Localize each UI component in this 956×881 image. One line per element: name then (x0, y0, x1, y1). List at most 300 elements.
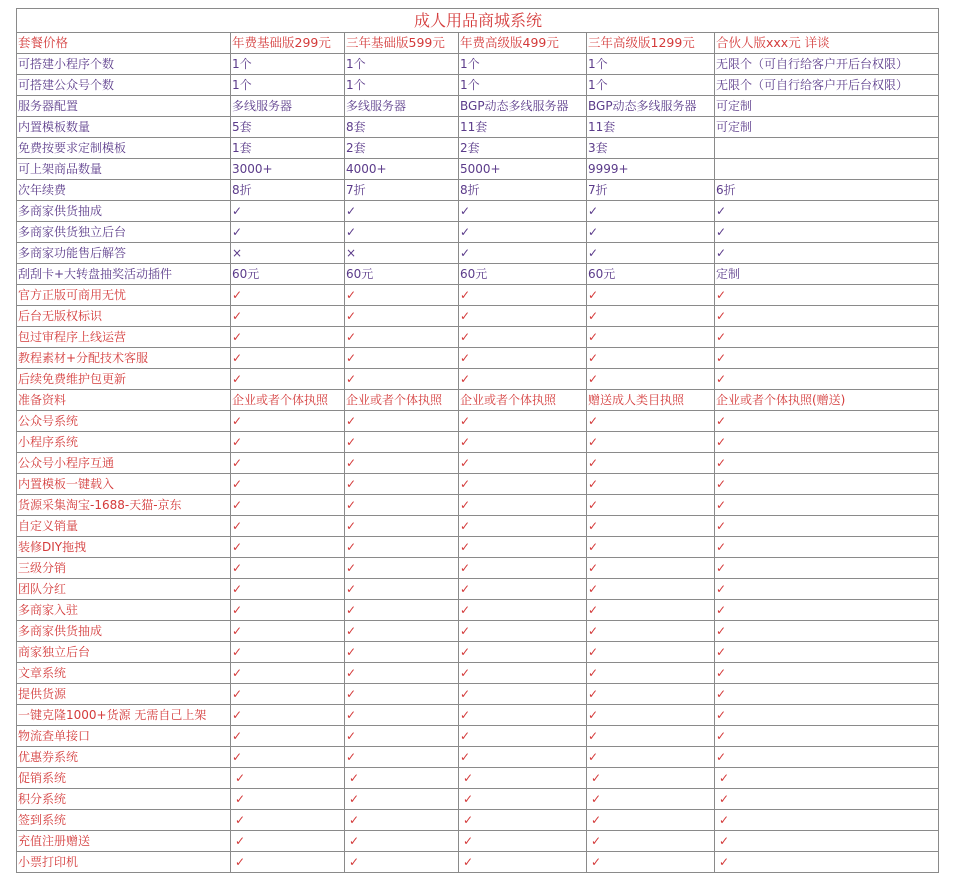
check-mark-cell (459, 348, 587, 369)
check-mark-cell (587, 411, 715, 432)
table-row (17, 621, 939, 642)
table-row (17, 306, 939, 327)
check-mark-cell (715, 348, 939, 369)
feature-label: 物流查单接口 (17, 726, 231, 747)
check-mark-cell (345, 495, 459, 516)
plan-value-cell: 5000+ (459, 159, 587, 180)
check-icon: ✓ (346, 414, 357, 428)
table-row (17, 663, 939, 684)
feature-label: 后续免费维护包更新 (17, 369, 231, 390)
plan-value-cell: 企业或者个体执照(赠送) (715, 390, 939, 411)
feature-label: 公众号系统 (17, 411, 231, 432)
check-icon: ✓ (349, 771, 360, 785)
check-mark-cell (587, 831, 715, 852)
check-icon: ✓ (588, 519, 599, 533)
check-mark-cell (231, 621, 345, 642)
check-icon: ✓ (716, 750, 727, 764)
check-icon: ✓ (346, 519, 357, 533)
check-icon: ✓ (460, 708, 471, 722)
check-icon: ✓ (460, 477, 471, 491)
check-mark-cell (587, 474, 715, 495)
check-mark-cell (231, 348, 345, 369)
check-mark-cell (345, 201, 459, 222)
check-icon: ✓ (346, 288, 357, 302)
table-row (17, 75, 939, 96)
check-mark-cell (231, 600, 345, 621)
feature-label: 后台无版权标识 (17, 306, 231, 327)
check-icon: ✓ (346, 309, 357, 323)
check-icon: ✓ (716, 708, 727, 722)
feature-label: 货源采集淘宝-1688-天猫-京东 (17, 495, 231, 516)
feature-label: 自定义销量 (17, 516, 231, 537)
check-mark-cell (587, 663, 715, 684)
check-mark-cell (587, 621, 715, 642)
check-mark-cell (231, 558, 345, 579)
check-icon: ✓ (232, 204, 243, 218)
check-mark-cell (459, 621, 587, 642)
table-row (17, 495, 939, 516)
check-icon: ✓ (232, 603, 243, 617)
check-mark-cell (345, 600, 459, 621)
table-row (17, 789, 939, 810)
table-row (17, 138, 939, 159)
feature-label: 服务器配置 (17, 96, 231, 117)
check-icon: ✓ (588, 666, 599, 680)
check-mark-cell (587, 852, 715, 873)
check-mark-cell (459, 600, 587, 621)
table-row (17, 705, 939, 726)
table-row (17, 54, 939, 75)
check-icon: ✓ (716, 624, 727, 638)
check-icon: ✓ (591, 834, 602, 848)
check-mark-cell (231, 285, 345, 306)
check-mark-cell (715, 516, 939, 537)
check-icon: ✓ (346, 561, 357, 575)
check-mark-cell (345, 768, 459, 789)
check-icon: ✓ (716, 498, 727, 512)
feature-label: 免费按要求定制模板 (17, 138, 231, 159)
check-mark-cell (459, 705, 587, 726)
check-icon: ✓ (588, 729, 599, 743)
check-icon: ✓ (346, 582, 357, 596)
check-mark-cell (231, 201, 345, 222)
check-mark-cell (587, 579, 715, 600)
check-mark-cell (715, 453, 939, 474)
feature-label: 刮刮卡+大转盘抽奖活动插件 (17, 264, 231, 285)
check-icon: ✓ (719, 771, 730, 785)
check-icon: ✓ (460, 561, 471, 575)
table-row (17, 600, 939, 621)
check-mark-cell (345, 621, 459, 642)
plan-value-cell: 11套 (459, 117, 587, 138)
check-mark-cell (345, 453, 459, 474)
check-mark-cell (715, 558, 939, 579)
check-icon: ✓ (588, 561, 599, 575)
feature-label: 官方正版可商用无忧 (17, 285, 231, 306)
table-title: 成人用品商城系统 (17, 9, 939, 33)
check-icon: ✓ (346, 624, 357, 638)
check-icon: ✓ (460, 498, 471, 512)
check-mark-cell (231, 306, 345, 327)
check-mark-cell (231, 474, 345, 495)
check-icon: ✓ (588, 351, 599, 365)
check-icon: ✓ (719, 813, 730, 827)
table-row (17, 411, 939, 432)
check-icon: ✓ (588, 603, 599, 617)
check-icon: ✓ (349, 813, 360, 827)
check-icon: ✓ (232, 288, 243, 302)
check-mark-cell (459, 726, 587, 747)
check-mark-cell (587, 705, 715, 726)
check-icon: ✓ (588, 414, 599, 428)
check-mark-cell (715, 600, 939, 621)
check-mark-cell (587, 810, 715, 831)
check-mark-cell (459, 327, 587, 348)
check-icon: ✓ (346, 435, 357, 449)
pricing-table (16, 8, 939, 873)
plan-value-cell: 无限个（可自行给客户开后台权限） (715, 54, 939, 75)
table-row (17, 96, 939, 117)
check-mark-cell (231, 327, 345, 348)
check-icon: ✓ (346, 645, 357, 659)
check-icon: ✓ (460, 645, 471, 659)
plan-header: 三年基础版599元 (345, 33, 459, 54)
feature-label: 签到系统 (17, 810, 231, 831)
feature-label: 三级分销 (17, 558, 231, 579)
check-icon: ✓ (460, 666, 471, 680)
check-icon: ✓ (716, 351, 727, 365)
check-icon: ✓ (463, 771, 474, 785)
check-icon: ✓ (232, 351, 243, 365)
check-icon: ✓ (588, 687, 599, 701)
check-mark-cell (231, 579, 345, 600)
check-mark-cell (231, 222, 345, 243)
check-mark-cell (715, 621, 939, 642)
table-row (17, 747, 939, 768)
feature-label: 团队分红 (17, 579, 231, 600)
feature-label: 次年续费 (17, 180, 231, 201)
table-row (17, 243, 939, 264)
check-icon: ✓ (232, 456, 243, 470)
plan-value-cell: 1个 (587, 75, 715, 96)
cross-mark-cell (231, 243, 345, 264)
check-mark-cell (231, 411, 345, 432)
plan-value-cell: 60元 (231, 264, 345, 285)
check-icon: ✓ (460, 225, 471, 239)
check-mark-cell (587, 327, 715, 348)
feature-label: 优惠券系统 (17, 747, 231, 768)
check-mark-cell (587, 432, 715, 453)
check-icon: ✓ (716, 330, 727, 344)
check-icon: ✓ (588, 456, 599, 470)
check-mark-cell (345, 222, 459, 243)
check-icon: ✓ (460, 456, 471, 470)
table-row (17, 222, 939, 243)
check-icon: ✓ (346, 540, 357, 554)
feature-label: 充值注册赠送 (17, 831, 231, 852)
check-icon: ✓ (716, 435, 727, 449)
check-icon: ✓ (346, 204, 357, 218)
check-mark-cell (345, 516, 459, 537)
check-mark-cell (459, 579, 587, 600)
check-mark-cell (587, 558, 715, 579)
feature-label: 包过审程序上线运营 (17, 327, 231, 348)
plan-value-cell: 9999+ (587, 159, 715, 180)
check-mark-cell (587, 348, 715, 369)
check-icon: ✓ (232, 687, 243, 701)
check-icon: ✓ (716, 477, 727, 491)
check-icon: ✓ (588, 498, 599, 512)
check-mark-cell (345, 789, 459, 810)
plan-value-cell: 8折 (459, 180, 587, 201)
check-mark-cell (231, 705, 345, 726)
check-icon: ✓ (235, 771, 246, 785)
check-mark-cell (345, 726, 459, 747)
plan-value-cell: 60元 (459, 264, 587, 285)
check-mark-cell (587, 495, 715, 516)
check-icon: ✓ (232, 435, 243, 449)
table-row (17, 180, 939, 201)
check-icon: ✓ (232, 750, 243, 764)
table-row (17, 369, 939, 390)
feature-label: 准备资料 (17, 390, 231, 411)
feature-label: 内置模板一键载入 (17, 474, 231, 495)
check-mark-cell (345, 579, 459, 600)
check-mark-cell (587, 243, 715, 264)
table-row (17, 348, 939, 369)
check-mark-cell (715, 810, 939, 831)
check-mark-cell (715, 243, 939, 264)
check-icon: ✓ (588, 288, 599, 302)
check-mark-cell (231, 789, 345, 810)
plan-header: 三年高级版1299元 (587, 33, 715, 54)
check-icon: ✓ (716, 204, 727, 218)
plan-value-cell: 4000+ (345, 159, 459, 180)
plan-header: 年费高级版499元 (459, 33, 587, 54)
check-mark-cell (587, 747, 715, 768)
check-icon: ✓ (460, 435, 471, 449)
check-mark-cell (459, 810, 587, 831)
check-mark-cell (345, 432, 459, 453)
check-icon: ✓ (460, 687, 471, 701)
check-mark-cell (459, 747, 587, 768)
check-icon: ✓ (232, 330, 243, 344)
check-mark-cell (231, 453, 345, 474)
check-icon: ✓ (588, 624, 599, 638)
check-mark-cell (715, 537, 939, 558)
check-icon: ✓ (716, 309, 727, 323)
check-icon: ✓ (460, 288, 471, 302)
plan-value-cell: 赠送成人类目执照 (587, 390, 715, 411)
feature-label: 多商家入驻 (17, 600, 231, 621)
check-icon: ✓ (232, 540, 243, 554)
feature-label: 公众号小程序互通 (17, 453, 231, 474)
check-mark-cell (715, 684, 939, 705)
check-icon: ✓ (232, 372, 243, 386)
check-mark-cell (587, 726, 715, 747)
check-mark-cell (345, 831, 459, 852)
table-body (17, 9, 939, 873)
check-mark-cell (345, 705, 459, 726)
check-mark-cell (715, 747, 939, 768)
check-icon: ✓ (716, 414, 727, 428)
check-icon: ✓ (460, 372, 471, 386)
check-mark-cell (715, 201, 939, 222)
feature-label: 小票打印机 (17, 852, 231, 873)
check-mark-cell (345, 411, 459, 432)
plan-value-cell: 2套 (345, 138, 459, 159)
check-mark-cell (459, 474, 587, 495)
check-mark-cell (715, 789, 939, 810)
check-icon: ✓ (716, 729, 727, 743)
feature-label: 可搭建公众号个数 (17, 75, 231, 96)
plan-value-cell: 多线服务器 (231, 96, 345, 117)
check-mark-cell (459, 495, 587, 516)
table-row (17, 537, 939, 558)
check-mark-cell (345, 642, 459, 663)
plan-value-cell: 定制 (715, 264, 939, 285)
check-mark-cell (715, 369, 939, 390)
plan-value-cell: 企业或者个体执照 (459, 390, 587, 411)
check-icon: ✓ (232, 645, 243, 659)
plan-value-cell: 多线服务器 (345, 96, 459, 117)
plan-value-cell: BGP动态多线服务器 (459, 96, 587, 117)
check-mark-cell (231, 810, 345, 831)
check-mark-cell (459, 768, 587, 789)
check-icon: ✓ (591, 792, 602, 806)
check-icon: ✓ (588, 204, 599, 218)
table-row (17, 516, 939, 537)
check-mark-cell (715, 726, 939, 747)
plan-value-cell: 8套 (345, 117, 459, 138)
cross-icon: × (232, 246, 243, 260)
plan-value-cell: 11套 (587, 117, 715, 138)
check-icon: ✓ (588, 540, 599, 554)
check-icon: ✓ (463, 792, 474, 806)
check-mark-cell (345, 852, 459, 873)
check-mark-cell (715, 432, 939, 453)
check-icon: ✓ (591, 771, 602, 785)
check-icon: ✓ (463, 855, 474, 869)
plan-value-cell (715, 138, 939, 159)
check-icon: ✓ (346, 750, 357, 764)
check-icon: ✓ (460, 519, 471, 533)
check-icon: ✓ (460, 204, 471, 218)
plan-value-cell: 5套 (231, 117, 345, 138)
plan-value-cell: BGP动态多线服务器 (587, 96, 715, 117)
check-icon: ✓ (591, 855, 602, 869)
feature-label: 内置模板数量 (17, 117, 231, 138)
plan-value-cell: 3000+ (231, 159, 345, 180)
check-icon: ✓ (232, 414, 243, 428)
check-icon: ✓ (460, 414, 471, 428)
feature-label: 促销系统 (17, 768, 231, 789)
check-icon: ✓ (460, 582, 471, 596)
check-icon: ✓ (460, 729, 471, 743)
plan-value-cell: 可定制 (715, 96, 939, 117)
check-mark-cell (231, 432, 345, 453)
feature-label: 商家独立后台 (17, 642, 231, 663)
check-mark-cell (459, 306, 587, 327)
check-mark-cell (715, 327, 939, 348)
check-icon: ✓ (460, 309, 471, 323)
table-row (17, 810, 939, 831)
table-row (17, 285, 939, 306)
feature-label: 多商家供货抽成 (17, 201, 231, 222)
check-mark-cell (715, 705, 939, 726)
check-mark-cell (459, 285, 587, 306)
check-icon: ✓ (463, 834, 474, 848)
check-icon: ✓ (588, 645, 599, 659)
check-mark-cell (587, 453, 715, 474)
table-row (17, 558, 939, 579)
check-mark-cell (715, 852, 939, 873)
check-icon: ✓ (232, 666, 243, 680)
check-icon: ✓ (232, 477, 243, 491)
check-icon: ✓ (235, 855, 246, 869)
check-icon: ✓ (460, 624, 471, 638)
check-mark-cell (231, 768, 345, 789)
plan-value-cell: 2套 (459, 138, 587, 159)
plan-header: 年费基础版299元 (231, 33, 345, 54)
check-mark-cell (345, 747, 459, 768)
check-icon: ✓ (232, 225, 243, 239)
feature-label: 教程素材+分配技术客服 (17, 348, 231, 369)
check-mark-cell (345, 348, 459, 369)
check-icon: ✓ (232, 309, 243, 323)
check-icon: ✓ (346, 372, 357, 386)
check-mark-cell (459, 411, 587, 432)
check-icon: ✓ (346, 498, 357, 512)
check-mark-cell (715, 495, 939, 516)
table-row (17, 432, 939, 453)
table-row (17, 768, 939, 789)
check-icon: ✓ (588, 246, 599, 260)
check-mark-cell (345, 558, 459, 579)
check-icon: ✓ (716, 645, 727, 659)
check-icon: ✓ (716, 540, 727, 554)
check-icon: ✓ (716, 225, 727, 239)
check-icon: ✓ (346, 330, 357, 344)
check-mark-cell (587, 222, 715, 243)
check-mark-cell (587, 789, 715, 810)
check-mark-cell (231, 852, 345, 873)
check-mark-cell (231, 537, 345, 558)
check-mark-cell (459, 369, 587, 390)
plan-header: 合伙人版xxx元 详谈 (715, 33, 939, 54)
table-row (17, 684, 939, 705)
check-mark-cell (345, 474, 459, 495)
table-row (17, 726, 939, 747)
check-mark-cell (345, 285, 459, 306)
plan-value-cell: 8折 (231, 180, 345, 201)
check-mark-cell (345, 684, 459, 705)
cross-mark-cell (345, 243, 459, 264)
plan-value-cell: 3套 (587, 138, 715, 159)
check-icon: ✓ (460, 330, 471, 344)
check-icon: ✓ (716, 246, 727, 260)
check-mark-cell (459, 432, 587, 453)
feature-label: 积分系统 (17, 789, 231, 810)
check-icon: ✓ (349, 792, 360, 806)
plan-value-cell: 1个 (587, 54, 715, 75)
check-icon: ✓ (232, 561, 243, 575)
check-icon: ✓ (232, 498, 243, 512)
check-icon: ✓ (235, 792, 246, 806)
check-icon: ✓ (235, 813, 246, 827)
feature-label: 文章系统 (17, 663, 231, 684)
check-mark-cell (345, 663, 459, 684)
